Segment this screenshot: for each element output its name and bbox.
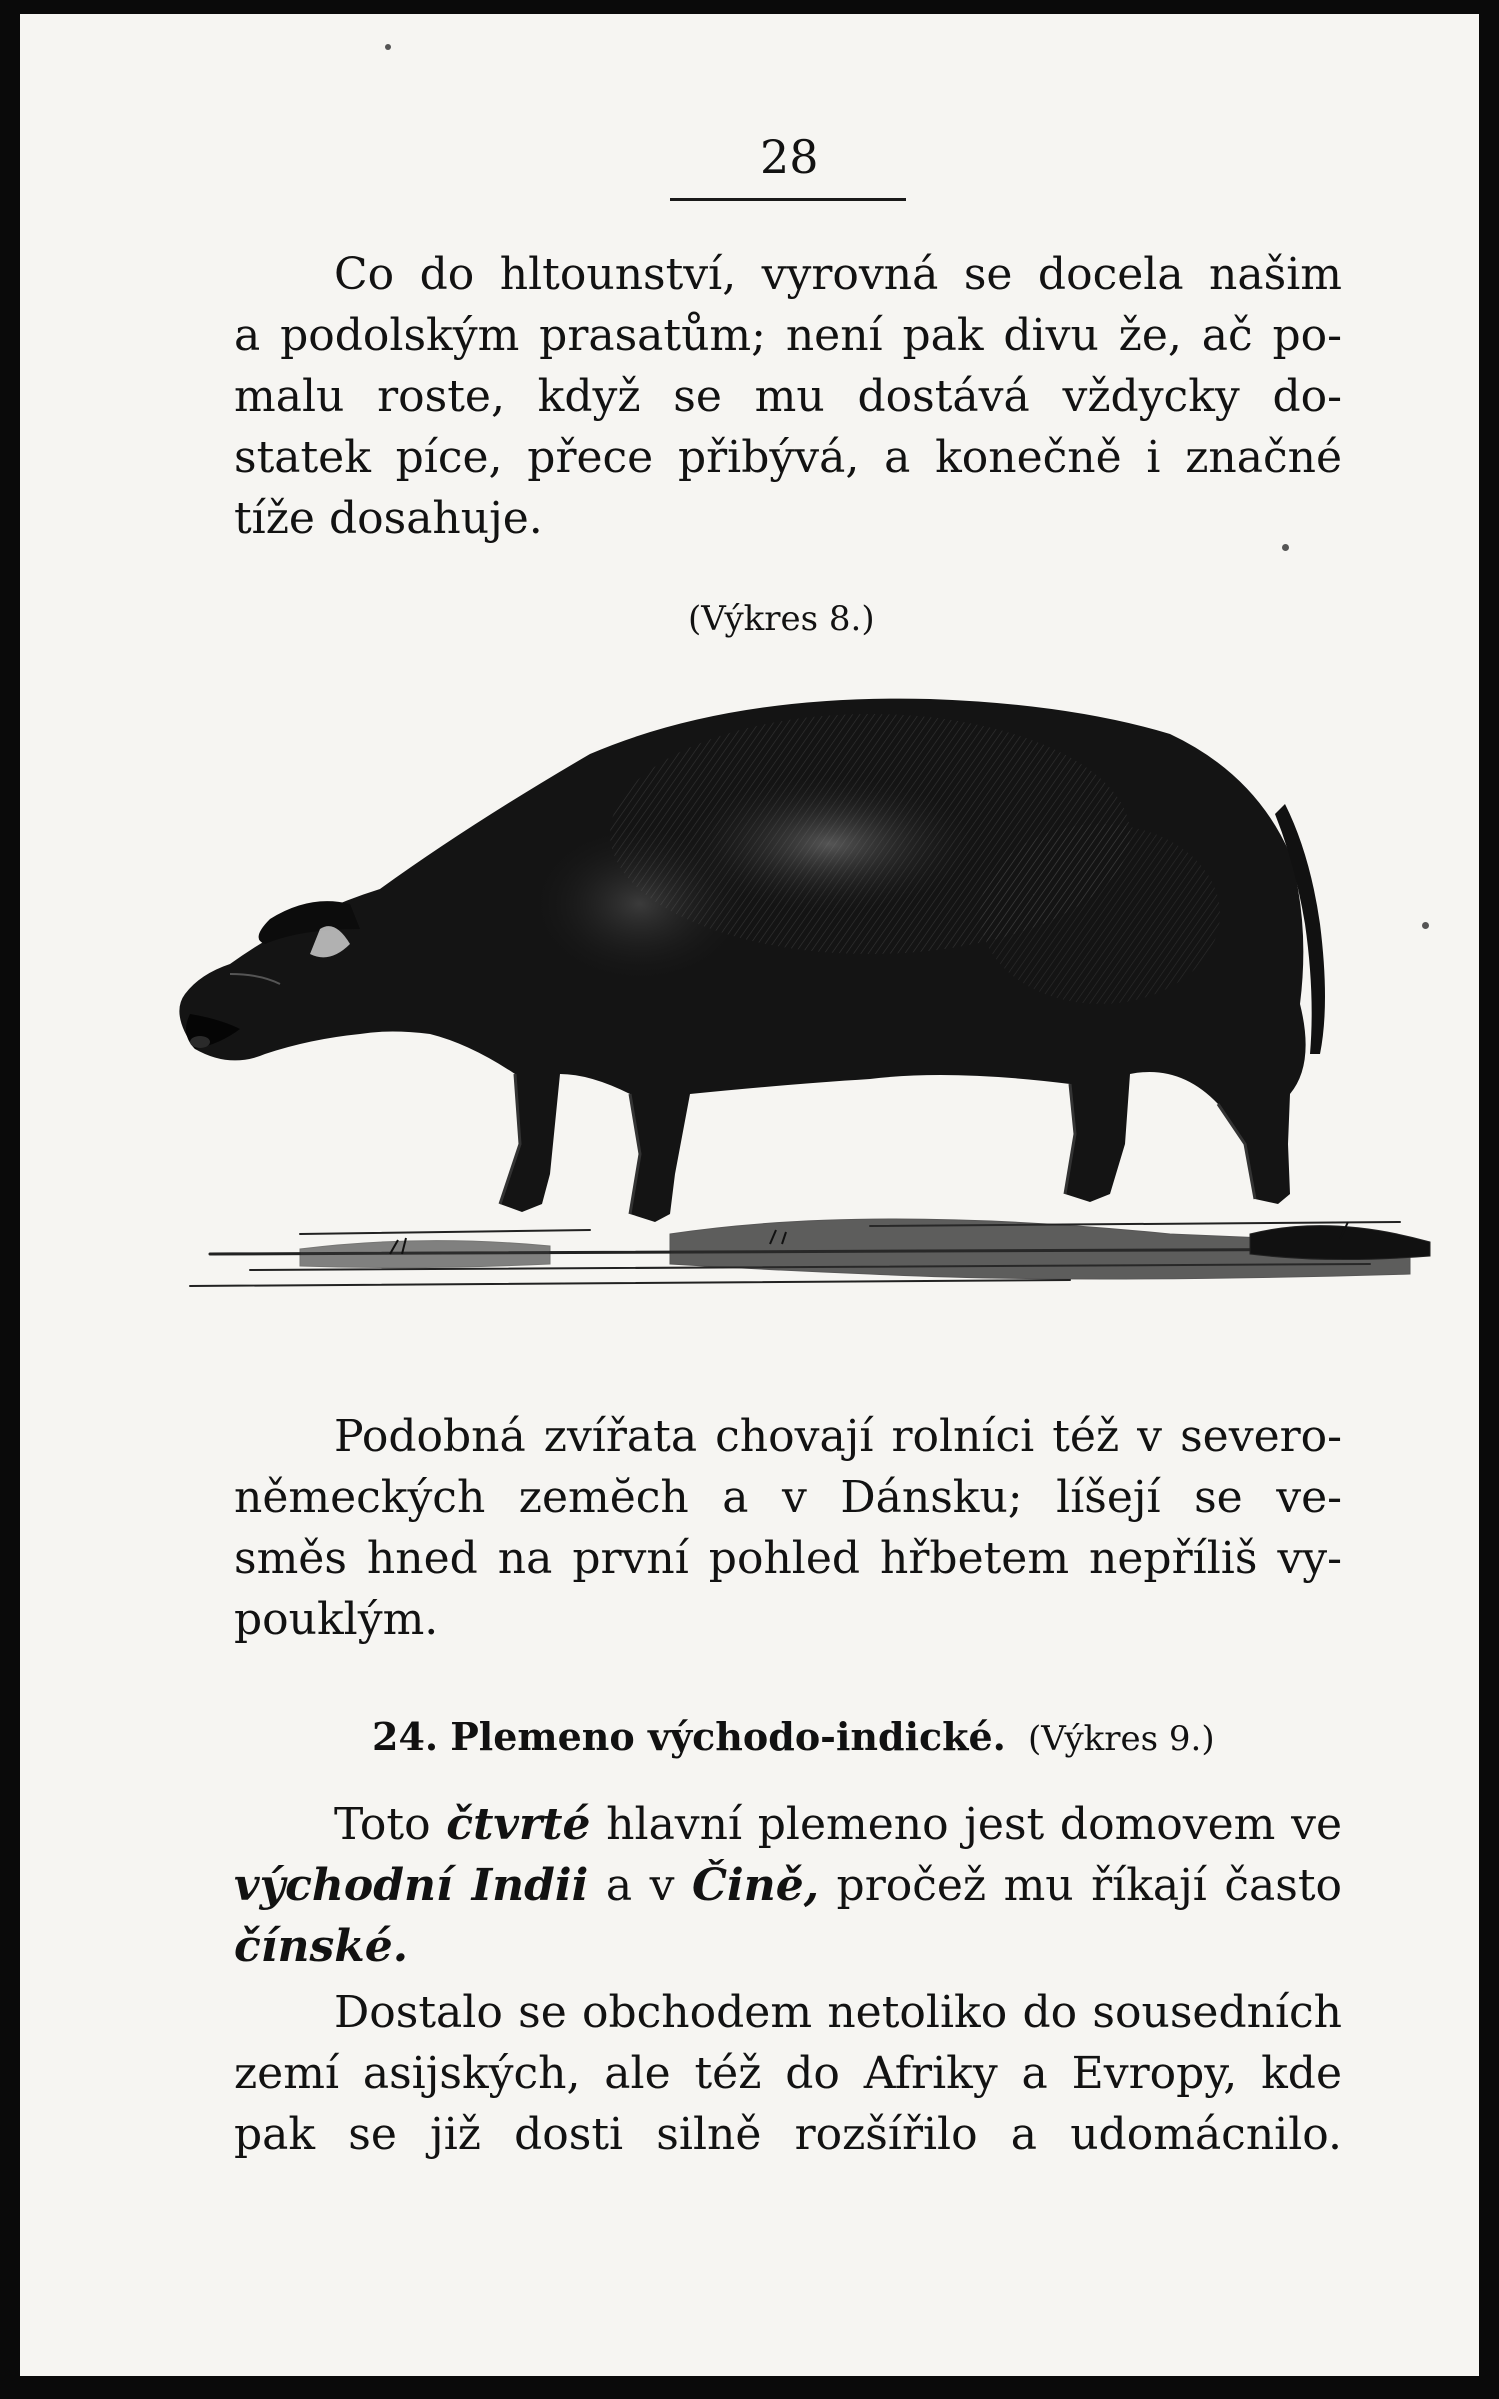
figure-reference: (Výkres 9.) <box>1028 1719 1215 1759</box>
paragraph-line: Co do hltounství, vyrovná se docela našim <box>334 249 1342 300</box>
header-rule <box>670 198 906 201</box>
paragraph-line: a podolským prasatům; není pak divu že, ač po- <box>234 310 1342 361</box>
scan-speck <box>1422 922 1429 929</box>
section-title: Plemeno východo-indické. <box>450 1714 1006 1759</box>
paragraph-line: zemí asijských, ale též do Afriky a Evropy, kde <box>234 2048 1342 2099</box>
paragraph-line: směs hned na první pohled hřbetem nepříliš vy- <box>234 1533 1342 1584</box>
paragraph-3 <box>234 1794 1342 1977</box>
paragraph-line: Podobná zvířata chovají rolníci též v severo- <box>334 1411 1342 1462</box>
paragraph-line: Dostalo se obchodem netoliko do sousedních <box>334 1987 1342 2038</box>
paragraph-line: německých zemĕch a v Dánsku; líšejí se ve- <box>234 1472 1342 1523</box>
paragraph-2 <box>234 1406 1342 1650</box>
paragraph-4 <box>234 1982 1342 2165</box>
scan-speck <box>1282 544 1289 551</box>
paragraph-line: tíže dosahuje. <box>234 493 543 544</box>
paragraph-line <box>234 1794 1342 1855</box>
section-heading <box>372 1714 1215 1759</box>
scan-speck <box>385 44 391 50</box>
text-run: pročež mu říkají často <box>836 1860 1342 1911</box>
italic-text: Čině, <box>691 1860 820 1911</box>
paragraph-line: malu roste, když se mu dostává vždycky do- <box>234 371 1342 422</box>
paragraph-line <box>234 1855 1342 1916</box>
page-number: 28 <box>760 130 819 184</box>
italic-text: čtvrté <box>446 1799 591 1850</box>
italic-text: východní Indii <box>234 1860 589 1911</box>
book-page <box>20 14 1479 2376</box>
paragraph-line <box>234 1916 1342 1977</box>
section-number: 24. <box>372 1714 439 1759</box>
text-run: hlavní plemeno jest domovem ve <box>606 1799 1342 1850</box>
paragraph-1 <box>234 244 1342 549</box>
ground-shading <box>190 1219 1430 1286</box>
pig-illustration <box>170 674 1440 1354</box>
paragraph-line: pouklým. <box>234 1594 439 1645</box>
paragraph-line: pak se již dosti silně rozšířilo a udomácnilo. <box>234 2109 1342 2160</box>
italic-text: čínské. <box>234 1921 409 1972</box>
paragraph-line: statek píce, přece přibývá, a konečně i značné <box>234 432 1342 483</box>
text-run: Toto <box>334 1799 431 1850</box>
text-run: a v <box>605 1860 675 1911</box>
figure-caption: (Výkres 8.) <box>688 599 875 639</box>
